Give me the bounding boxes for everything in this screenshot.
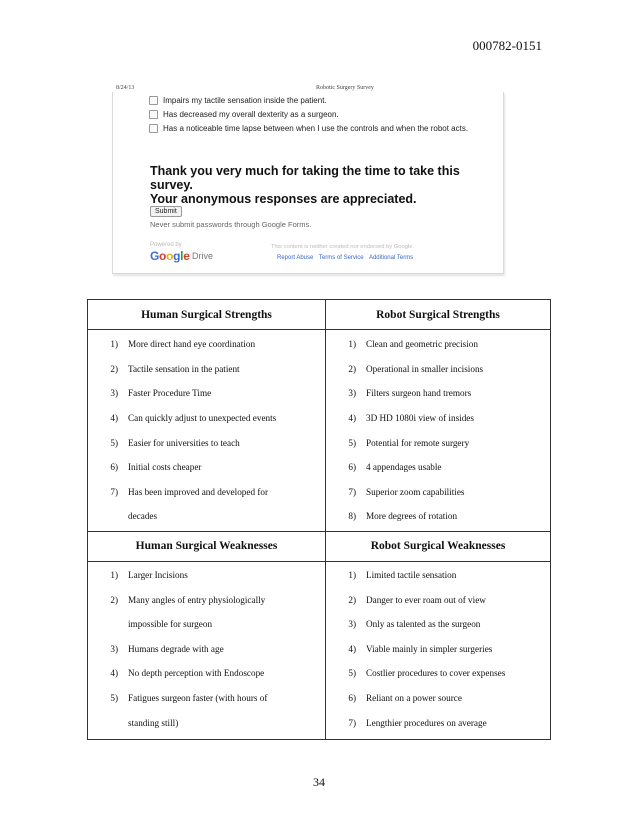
- list-item: [88, 455, 325, 480]
- human-strengths-list: [88, 332, 325, 529]
- item-text: Clean and geometric precision: [366, 339, 478, 350]
- item-text: Danger to ever roam out of view: [366, 594, 486, 605]
- item-number: 3): [348, 619, 356, 630]
- powered-by-label: Powered by: [150, 242, 182, 248]
- item-number: 4): [348, 643, 356, 654]
- item-number: 7): [110, 486, 118, 497]
- print-date: 8/24/13: [116, 85, 135, 91]
- item-number: 1): [348, 339, 356, 350]
- page-number: 34: [313, 775, 325, 789]
- robot-strengths-list: [326, 332, 550, 529]
- item-number: 3): [348, 388, 356, 399]
- item-number: 5): [348, 668, 356, 679]
- list-item: [88, 480, 325, 505]
- item-number: 2): [348, 594, 356, 605]
- list-item: [88, 686, 325, 711]
- list-item: [326, 710, 550, 735]
- submit-button[interactable]: Submit: [150, 206, 182, 217]
- list-item: [88, 637, 325, 662]
- item-number: 4): [110, 668, 118, 679]
- list-item: [88, 406, 325, 431]
- list-item: [326, 612, 550, 637]
- list-item: [88, 612, 325, 637]
- item-number: 1): [348, 570, 356, 581]
- list-item: [88, 587, 325, 612]
- item-text: Viable mainly in simpler surgeries: [366, 643, 493, 654]
- header-human-weaknesses: Human Surgical Weaknesses: [88, 531, 326, 561]
- item-text: 3D HD 1080i view of insides: [366, 413, 474, 424]
- item-number: 5): [348, 437, 356, 448]
- document-id: 000782-0151: [472, 38, 542, 53]
- item-text: Faster Procedure Time: [128, 388, 212, 399]
- item-number: 5): [110, 437, 118, 448]
- item-text: Potential for remote surgery: [366, 437, 470, 448]
- list-item: [326, 381, 550, 406]
- item-text: Can quickly adjust to unexpected events: [128, 413, 277, 424]
- survey-form-screenshot: [112, 92, 504, 274]
- list-item: [326, 563, 550, 588]
- header-human-strengths: Human Surgical Strengths: [88, 300, 326, 330]
- item-text: Limited tactile sensation: [366, 570, 457, 581]
- item-number: 2): [348, 363, 356, 374]
- robot-strengths-cell: [326, 330, 551, 532]
- password-warning: Never submit passwords through Google Forms.: [150, 220, 312, 229]
- item-text: Filters surgeon hand tremors: [366, 388, 472, 399]
- drive-label: Drive: [192, 251, 214, 261]
- list-item: [88, 430, 325, 455]
- list-item: [326, 686, 550, 711]
- item-number: 2): [110, 363, 118, 374]
- list-item: [326, 357, 550, 382]
- item-text: decades: [128, 511, 158, 522]
- additional-terms-link[interactable]: Additional Terms: [368, 255, 414, 261]
- item-text: Fatigues surgeon faster (with hours of: [128, 693, 268, 704]
- item-text: Many angles of entry physiologically: [128, 594, 266, 605]
- human-strengths-cell: [88, 330, 326, 532]
- item-text: More degrees of rotation: [366, 511, 458, 522]
- item-number: 1): [110, 570, 118, 581]
- item-text: Initial costs cheaper: [128, 462, 202, 473]
- item-text: No depth perception with Endoscope: [128, 668, 265, 679]
- item-text: impossible for surgeon: [128, 619, 213, 630]
- item-number: 2): [110, 594, 118, 605]
- list-item: [326, 332, 550, 357]
- item-text: Only as talented as the surgeon: [366, 619, 481, 630]
- item-text: Superior zoom capabilities: [366, 486, 465, 497]
- footer-links: [277, 255, 417, 261]
- checkbox-icon[interactable]: [149, 110, 158, 119]
- item-text: Tactile sensation in the patient: [128, 363, 240, 374]
- item-number: 6): [348, 462, 356, 473]
- content-disclaimer: This content is neither created nor endorsed by Google.: [271, 244, 415, 250]
- checkbox-label: Impairs my tactile sensation inside the patient.: [163, 96, 327, 105]
- item-text: Has been improved and developed for: [128, 486, 269, 497]
- item-number: 8): [348, 511, 356, 522]
- list-item: [88, 332, 325, 357]
- checkbox-option[interactable]: [149, 110, 339, 119]
- google-logo[interactable]: Google: [150, 249, 190, 263]
- item-text: Lengthier procedures on average: [366, 717, 487, 728]
- checkbox-option[interactable]: [149, 96, 327, 105]
- list-item: [88, 563, 325, 588]
- list-item: [326, 430, 550, 455]
- item-text: Larger Incisions: [128, 570, 188, 581]
- item-text: Operational in smaller incisions: [366, 363, 484, 374]
- checkbox-label: Has a noticeable time lapse between when I use the controls and when the robot acts.: [163, 124, 469, 133]
- human-weaknesses-list: [88, 563, 325, 735]
- list-item: [326, 587, 550, 612]
- list-item: [88, 710, 325, 735]
- item-text: Costlier procedures to cover expenses: [366, 668, 506, 679]
- terms-of-service-link[interactable]: Terms of Service: [318, 255, 364, 261]
- item-number: 1): [110, 339, 118, 350]
- list-item: [326, 504, 550, 529]
- list-item: [326, 480, 550, 505]
- item-text: Reliant on a power source: [366, 693, 462, 704]
- thank-you-message: [150, 164, 500, 206]
- header-robot-strengths: Robot Surgical Strengths: [326, 300, 551, 330]
- robot-weaknesses-list: [326, 563, 550, 735]
- item-text: More direct hand eye coordination: [128, 339, 256, 350]
- checkbox-icon[interactable]: [149, 96, 158, 105]
- checkbox-option[interactable]: [149, 124, 468, 133]
- thank-you-line-1: Thank you very much for taking the time to take this survey.: [150, 164, 460, 192]
- print-title: Robotic Surgery Survey: [316, 85, 374, 91]
- list-item: [88, 381, 325, 406]
- thank-you-line-2: Your anonymous responses are appreciated.: [150, 192, 417, 206]
- item-number: 4): [110, 413, 118, 424]
- item-number: 4): [348, 413, 356, 424]
- item-number: 5): [110, 693, 118, 704]
- header-robot-weaknesses: Robot Surgical Weaknesses: [326, 531, 551, 561]
- human-weaknesses-cell: [88, 561, 326, 739]
- item-text: 4 appendages usable: [366, 462, 442, 473]
- item-text: Easier for universities to teach: [128, 437, 240, 448]
- checkbox-icon[interactable]: [149, 124, 158, 133]
- list-item: [326, 637, 550, 662]
- list-item: [88, 357, 325, 382]
- checkbox-label: Has decreased my overall dexterity as a surgeon.: [163, 110, 339, 119]
- list-item: [326, 661, 550, 686]
- item-text: standing still): [128, 717, 179, 728]
- item-number: 3): [110, 643, 118, 654]
- list-item: [88, 504, 325, 529]
- list-item: [326, 406, 550, 431]
- item-text: Humans degrade with age: [128, 643, 224, 654]
- item-number: 7): [348, 717, 356, 728]
- item-number: 7): [348, 486, 356, 497]
- item-number: 3): [110, 388, 118, 399]
- item-number: 6): [348, 693, 356, 704]
- robot-weaknesses-cell: [326, 561, 551, 739]
- comparison-table: [87, 299, 551, 740]
- list-item: [88, 661, 325, 686]
- item-number: 6): [110, 462, 118, 473]
- list-item: [326, 455, 550, 480]
- report-abuse-link[interactable]: Report Abuse: [277, 255, 314, 261]
